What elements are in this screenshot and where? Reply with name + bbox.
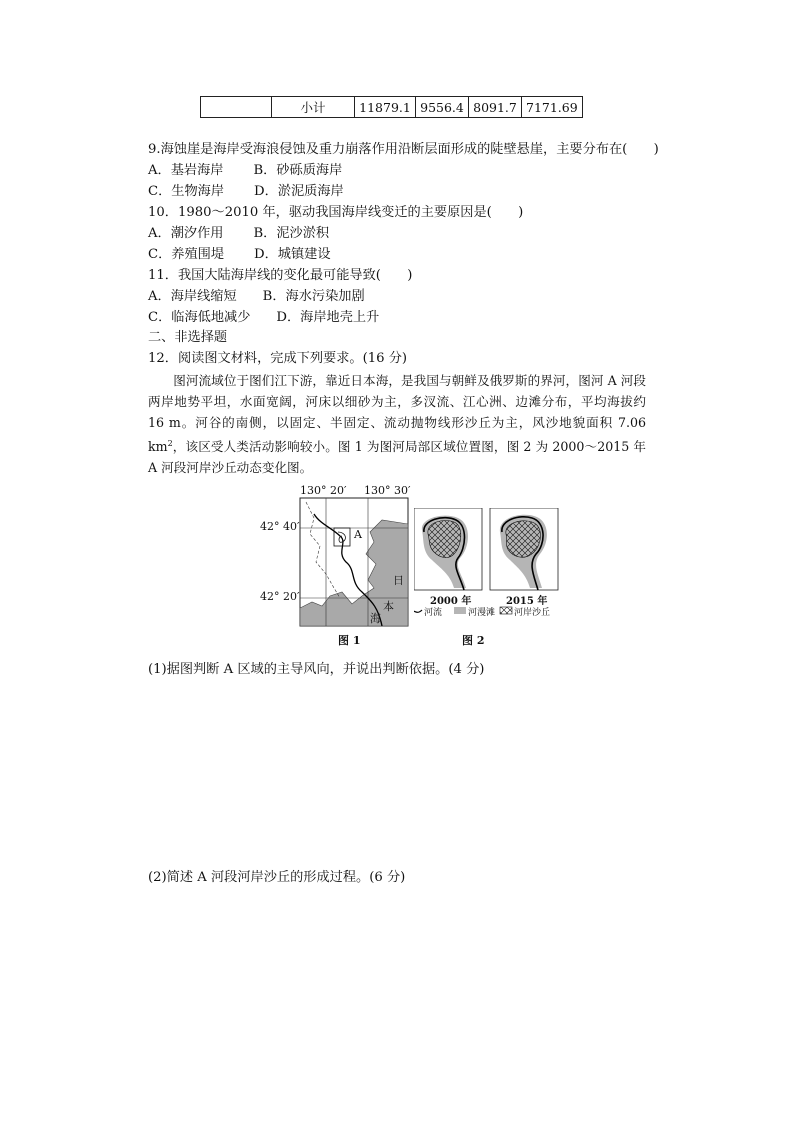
q9-options-ab [148, 161, 342, 181]
q11-stem: 11．我国大陆海岸线的变化最可能导致( ) [148, 268, 413, 283]
q11-options-ab [148, 287, 365, 307]
fig1-lon-1: 130° 20′ [300, 484, 347, 497]
q12-sub1: (1)据图判断 A 区域的主导风向，并说出判断依据。(4 分) [148, 662, 485, 677]
q9-option-c: C．生物海岸 [148, 184, 225, 199]
figure1-svg [270, 484, 420, 644]
q10-option-d: D．城镇建设 [254, 247, 331, 262]
fig1-label-hai: 海 [370, 612, 381, 625]
q10-options-cd [148, 245, 331, 265]
q9-option-d: D．淤泥质海岸 [254, 184, 344, 199]
figure2-caption: 图 2 [462, 634, 485, 647]
q11-option-b: B．海水污染加剧 [262, 289, 365, 304]
subtotal-table [200, 96, 583, 118]
q9-options-cd [148, 182, 344, 202]
fig2-year-2000: 2000 年 [430, 596, 472, 607]
q10-option-b: B．泥沙淤积 [253, 226, 330, 241]
fig1-lat-1: 42° 40′ [260, 520, 300, 533]
section-heading: 二、非选择题 [148, 330, 228, 345]
legend-river: 河流 [424, 608, 443, 618]
q12-material [148, 370, 646, 478]
q11-option-d: D．海岸地壳上升 [276, 310, 380, 325]
figure1-map [260, 484, 420, 644]
table-cell: 11879.1 [355, 97, 416, 118]
legend-dune: 河岸沙丘 [514, 608, 551, 618]
q10-options-ab [148, 224, 329, 244]
fig1-lon-2: 130° 30′ [364, 484, 411, 497]
q10-option-c: C．养殖围堤 [148, 247, 225, 262]
table-row [201, 97, 583, 118]
q12-sub2: (2)简述 A 河段河岸沙丘的形成过程。(6 分) [148, 870, 406, 885]
fig1-lat-2: 42° 20′ [260, 590, 300, 603]
table-cell: 7171.69 [522, 97, 583, 118]
q12-stem: 12．阅读图文材料，完成下列要求。(16 分) [148, 351, 408, 366]
q10-option-a: A．潮汐作用 [148, 226, 224, 241]
legend-floodplain: 河漫滩 [468, 608, 496, 618]
q12-material-text-1: 图河流域位于图们江下游，靠近日本海，是我国与朝鲜及俄罗斯的界河，图河 A 河段两岸地势平坦，水面宽阔，河床以细砂为主，多汊流、江心洲、边滩分布，平均海拔约 16 m。河谷的南侧，以固定、半固定、流动抛物线形沙丘为主，风沙地貌面积 7.06 km [148, 373, 646, 455]
q12-material-text-2: ，该区受人类活动影响较小。图 1 为图河局部区域位置图，图 2 为 2000～2015 年 A 河段河岸沙丘动态变化图。 [148, 439, 646, 476]
fig2-year-2015: 2015 年 [506, 596, 548, 607]
q9-option-a: A．基岩海岸 [148, 163, 224, 178]
figure1-caption: 图 1 [338, 634, 361, 647]
fig1-label-ri: 日 [393, 574, 404, 587]
q11-option-a: A．海岸线缩短 [148, 289, 237, 304]
figure2 [414, 508, 560, 620]
q11-option-c: C．临海低地减少 [148, 310, 251, 325]
q11-options-cd [148, 308, 379, 328]
table-cell-empty [201, 97, 272, 118]
q9-option-b: B．砂砾质海岸 [253, 163, 343, 178]
q9-stem: 9.海蚀崖是海岸受海浪侵蚀及重力崩落作用沿断层面形成的陡壁悬崖，主要分布在( ) [148, 142, 659, 157]
q12-material-sup: 2 [167, 439, 173, 448]
table-cell: 8091.7 [469, 97, 522, 118]
q10-stem: 10．1980～2010 年，驱动我国海岸线变迁的主要原因是( ) [148, 205, 524, 220]
subtotal-label: 小计 [272, 97, 355, 118]
table-cell: 9556.4 [416, 97, 469, 118]
fig1-label-a: A [354, 528, 362, 541]
fig1-label-ben: 本 [383, 600, 394, 613]
